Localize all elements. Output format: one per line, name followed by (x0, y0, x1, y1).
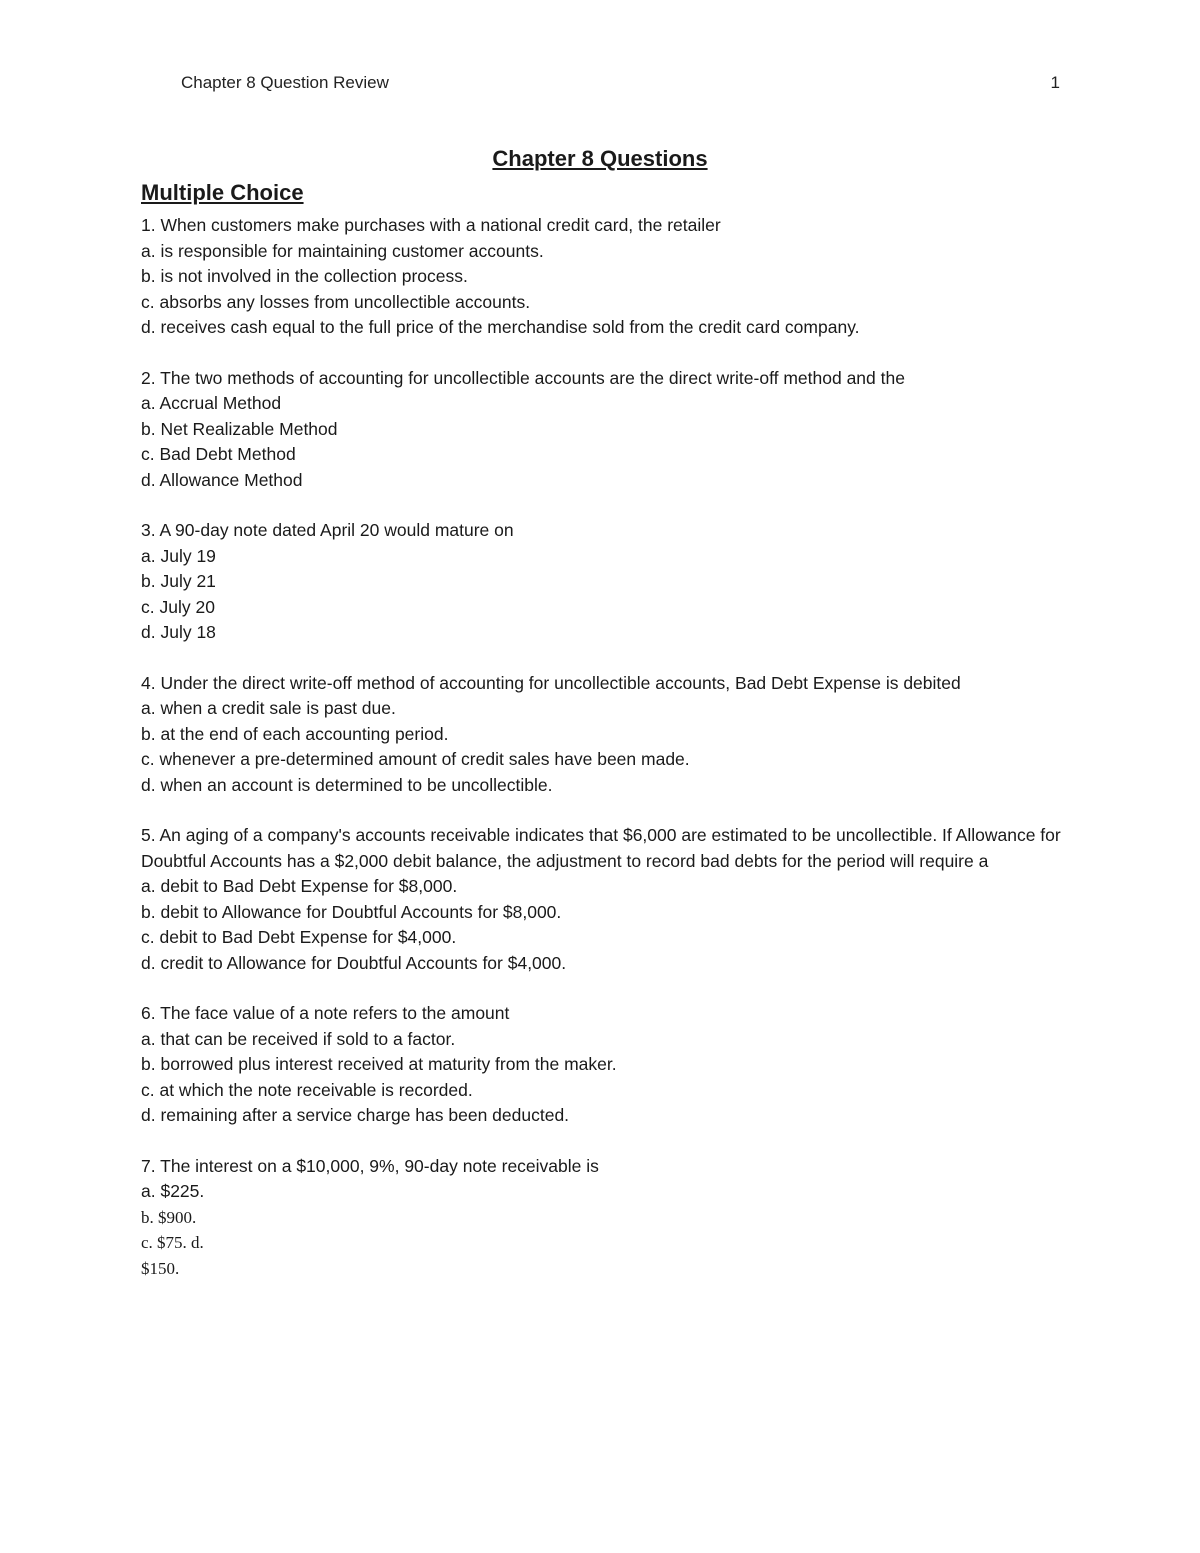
question-1 (141, 213, 1061, 341)
header-title: Chapter 8 Question Review (181, 73, 389, 92)
question-3 (141, 518, 1061, 646)
question-stem: 4. Under the direct write-off method of accounting for uncollectible accounts, Bad Debt Expense is debited (141, 672, 961, 693)
answer-option: d. July 18 (141, 622, 216, 642)
answer-option: d. credit to Allowance for Doubtful Accounts for $4,000. (141, 952, 567, 973)
answer-option: d. Allowance Method (141, 469, 303, 490)
answer-option: a. Accrual Method (141, 393, 282, 413)
answer-option: b. debit to Allowance for Doubtful Accounts for $8,000. (141, 901, 562, 922)
answer-option: $150. (141, 1258, 180, 1278)
answer-option: c. $75. d. (141, 1233, 204, 1252)
answer-option: b. borrowed plus interest received at maturity from the maker. (141, 1054, 617, 1074)
page-number: 1 (1050, 73, 1060, 92)
answer-option: a. is responsible for maintaining customer accounts. (141, 240, 544, 261)
question-4 (141, 671, 1061, 799)
question-7 (141, 1154, 1061, 1282)
question-stem: 5. An aging of a company's accounts receivable indicates that $6,000 are estimated to be uncollectible. If Allowance for Doubtful Accounts has a $2,000 debit balance, the adjustment to record bad debts for the period will require a (141, 825, 1061, 871)
answer-option: c. whenever a pre-determined amount of credit sales have been made. (141, 749, 690, 769)
answer-option: a. $225. (141, 1181, 205, 1201)
answer-option: b. at the end of each accounting period. (141, 723, 449, 744)
question-stem: 7. The interest on a $10,000, 9%, 90-day note receivable is (141, 1155, 599, 1176)
answer-option: c. debit to Bad Debt Expense for $4,000. (141, 927, 457, 947)
answer-option: b. $900. (141, 1207, 197, 1227)
answer-option: d. when an account is determined to be uncollectible. (141, 774, 553, 795)
section-heading: Multiple Choice (141, 180, 304, 205)
question-stem: 1. When customers make purchases with a national credit card, the retailer (141, 215, 721, 235)
question-stem: 6. The face value of a note refers to the amount (141, 1003, 510, 1023)
answer-option: a. when a credit sale is past due. (141, 698, 396, 718)
answer-option: c. Bad Debt Method (141, 444, 296, 464)
question-5 (141, 823, 1061, 976)
answer-option: d. remaining after a service charge has been deducted. (141, 1105, 570, 1125)
question-stem: 3. A 90-day note dated April 20 would mature on (141, 520, 514, 540)
question-6 (141, 1001, 1061, 1129)
answer-option: b. Net Realizable Method (141, 418, 338, 439)
answer-option: a. debit to Bad Debt Expense for $8,000. (141, 876, 458, 896)
question-stem: 2. The two methods of accounting for uncollectible accounts are the direct write-off method and the (141, 367, 905, 388)
answer-option: a. July 19 (141, 545, 216, 566)
document-title: Chapter 8 Questions (492, 146, 708, 171)
answer-option: a. that can be received if sold to a factor. (141, 1028, 456, 1049)
question-list (141, 213, 1061, 1306)
answer-option: c. July 20 (141, 596, 215, 617)
question-2 (141, 366, 1061, 494)
answer-option: b. is not involved in the collection process. (141, 266, 468, 286)
answer-option: c. absorbs any losses from uncollectible accounts. (141, 291, 531, 312)
answer-option: c. at which the note receivable is recorded. (141, 1079, 473, 1100)
answer-option: d. receives cash equal to the full price of the merchandise sold from the credit card company. (141, 317, 860, 337)
answer-option: b. July 21 (141, 571, 216, 591)
page-header (181, 73, 1060, 97)
